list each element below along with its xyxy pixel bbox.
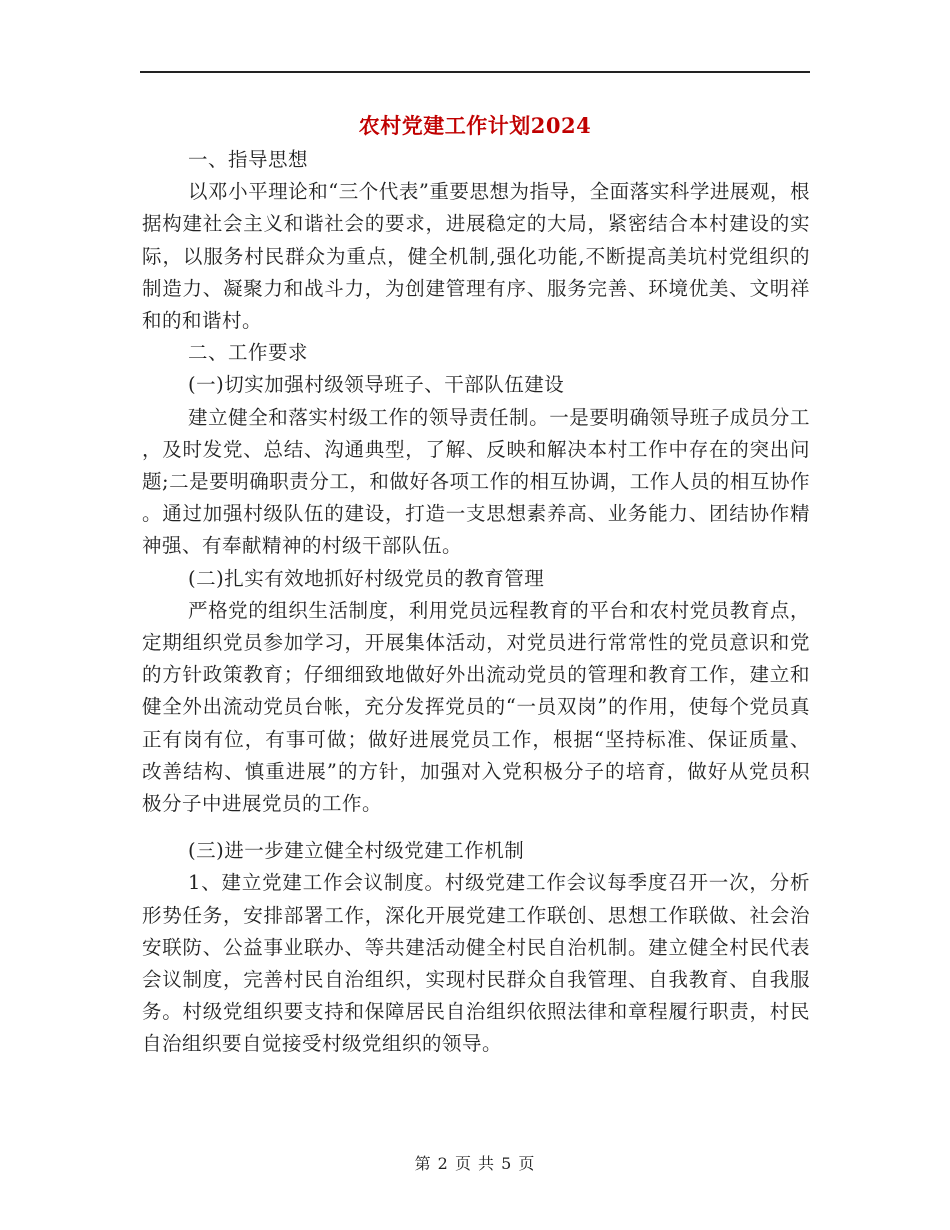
section-heading-work-requirements: 二、工作要求 bbox=[188, 341, 309, 365]
body-paragraph: 以邓小平理论和“三个代表”重要思想为指导，全面落实科学进展观，根据构建社会主义和谐社会的要求，进展稳定的大局，紧密结合本村建设的实际，以服务村民群众为重点，健全机制,强化功能,不断提高美坑村党组织的制造力、凝聚力和战斗力，为创建管理有序、服务完善、环境优美、文明祥和的和谐村。 bbox=[142, 180, 810, 333]
subsection-heading: (一)切实加强村级领导班子、干部队伍建设 bbox=[188, 373, 565, 397]
page-number-footer: 第 2 页 共 5 页 bbox=[414, 1154, 536, 1173]
document-title: 农村党建工作计划2024 bbox=[358, 113, 592, 138]
body-paragraph: 建立健全和落实村级工作的领导责任制。一是要明确领导班子成员分工，及时发党、总结、沟通典型，了解、反映和解决本村工作中存在的突出问题;二是要明确职责分工，和做好各项工作的相互协调，工作人员的相互协作。通过加强村级队伍的建设，打造一支思想素养高、业务能力、团结协作精神强、有奉献精神的村级干部队伍。 bbox=[142, 405, 810, 558]
body-paragraph: 严格党的组织生活制度，利用党员远程教育的平台和农村党员教育点，定期组织党员参加学习，开展集体活动，对党员进行常常性的党员意识和党的方针政策教育；仔细细致地做好外出流动党员的管理和教育工作，建立和健全外出流动党员台帐，充分发挥党员的“一员双岗”的作用，使每个党员真正有岗有位，有事可做；做好进展党员工作，根据“坚持标准、保证质量、改善结构、慎重进展”的方针，加强对入党积极分子的培育，做好从党员积极分子中进展党员的工作。 bbox=[142, 598, 810, 816]
subsection-heading: (三)进一步建立健全村级党建工作机制 bbox=[188, 839, 525, 863]
document-body bbox=[142, 144, 810, 1061]
header-rule bbox=[140, 71, 810, 73]
section-heading-guiding-ideology: 一、指导思想 bbox=[188, 148, 309, 171]
body-paragraph: 1、建立党建工作会议制度。村级党建工作会议每季度召开一次，分析形势任务，安排部署工作，深化开展党建工作联创、思想工作联做、社会治安联防、公益事业联办、等共建活动健全村民自治机制。建立健全村民代表会议制度，完善村民自治组织，实现村民群众自我管理、自我教育、自我服务。村级党组织要支持和保障居民自治组织依照法律和章程履行职责，村民自治组织要自觉接受村级党组织的领导。 bbox=[142, 871, 810, 1056]
subsection-heading: (二)扎实有效地抓好村级党员的教育管理 bbox=[188, 566, 545, 590]
